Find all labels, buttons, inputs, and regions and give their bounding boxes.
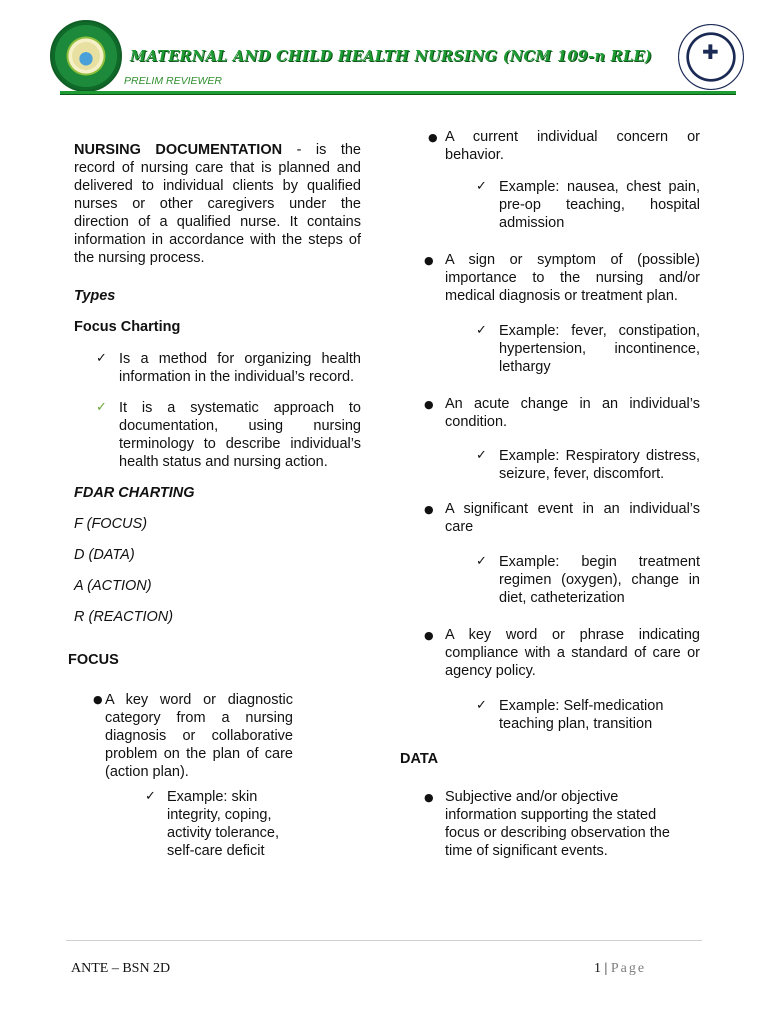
fdar-item: A (ACTION): [74, 578, 152, 594]
bullet-icon: ●: [424, 254, 434, 267]
example-item: ✓ Example: fever, constipation, hypertension, incontinence, lethargy: [476, 323, 700, 375]
focus-criteria-item: ● An acute change in an individual’s condition.: [424, 396, 700, 430]
bullet-icon: ●: [424, 398, 434, 411]
nursing-seal-logo: ✚: [678, 24, 744, 90]
definition-term: NURSING DOCUMENTATION: [74, 142, 283, 158]
bullet-icon: ●: [424, 791, 434, 804]
focus-example: ✓ Example: skin integrity, coping, activity tolerance, self-care deficit: [145, 789, 280, 859]
focus-criteria-item: ● A sign or symptom of (possible) importance to the nursing and/or medical diagnosis or treatment plan.: [424, 252, 700, 304]
bullet-icon: ●: [428, 131, 438, 144]
definition-text: - is the record of nursing care that is planned and delivered to individual clients by qualified nurses or other caregivers under the direction of a qualified nurse. It contains information in accordance with the steps of the nursing process.: [74, 142, 361, 266]
fdar-heading: FDAR CHARTING: [74, 485, 195, 501]
bullet-icon: ●: [424, 503, 434, 516]
focus-criteria-item: ● A key word or phrase indicating compliance with a standard of care or agency policy.: [424, 627, 700, 679]
checkmark-icon: ✓: [96, 351, 107, 366]
types-heading: Types: [74, 288, 116, 304]
school-seal-logo: [50, 20, 122, 92]
footer-author: ANTE – BSN 2D: [71, 961, 171, 976]
data-heading: DATA: [400, 751, 439, 767]
left-column: [74, 141, 361, 626]
fdar-item: F (FOCUS): [74, 516, 148, 532]
page-number: 1 | Page: [594, 961, 647, 976]
document-subtitle: PRELIM REVIEWER: [124, 75, 223, 87]
bullet-icon: ●: [424, 629, 434, 642]
focus-charting-heading: Focus Charting: [74, 319, 181, 335]
checkmark-icon: ✓: [476, 179, 487, 194]
checkmark-icon: ✓: [476, 323, 487, 338]
focus-heading: FOCUS: [68, 652, 119, 668]
example-item: ✓ Example: Self-medication teaching plan, transition: [476, 698, 664, 732]
fdar-item: R (REACTION): [74, 609, 174, 625]
checkmark-icon: ✓: [145, 789, 156, 804]
focus-criteria-item: ● A significant event in an individual’s care: [424, 501, 700, 535]
right-column: [400, 128, 700, 860]
focus-criteria-item: ● A current individual concern or behavior.: [428, 129, 700, 163]
header-rule: [60, 91, 736, 95]
definition-paragraph: [74, 141, 361, 267]
checkmark-icon: ✓: [476, 448, 487, 463]
example-item: ✓ Example: begin treatment regimen (oxygen), change in diet, catheterization: [476, 554, 700, 606]
focus-bullet: ● A key word or diagnostic category from a nursing diagnosis or collaborative problem on the plan of care (action plan).: [93, 692, 293, 780]
checkmark-icon: ✓: [476, 698, 487, 713]
fdar-item: D (DATA): [74, 547, 135, 563]
focus-charting-item: ✓ It is a systematic approach to documentation, using nursing terminology to describe individual’s health status and nursing action.: [96, 400, 361, 470]
data-bullet: ● Subjective and/or objective information supporting the stated focus or describing observation the time of significant events.: [424, 789, 670, 859]
checkmark-icon: ✓: [96, 400, 107, 415]
focus-charting-item: ✓ Is a method for organizing health information in the individual’s record.: [96, 351, 361, 385]
footer-rule: [66, 940, 702, 941]
example-item: ✓ Example: Respiratory distress, seizure, fever, discomfort.: [476, 448, 700, 482]
document-title: MATERNAL AND CHILD HEALTH NURSING (NCM 109-n RLE): [130, 48, 653, 65]
example-item: ✓ Example: nausea, chest pain, pre-op teaching, hospital admission: [476, 179, 700, 231]
bullet-icon: ●: [93, 693, 103, 706]
checkmark-icon: ✓: [476, 554, 487, 569]
